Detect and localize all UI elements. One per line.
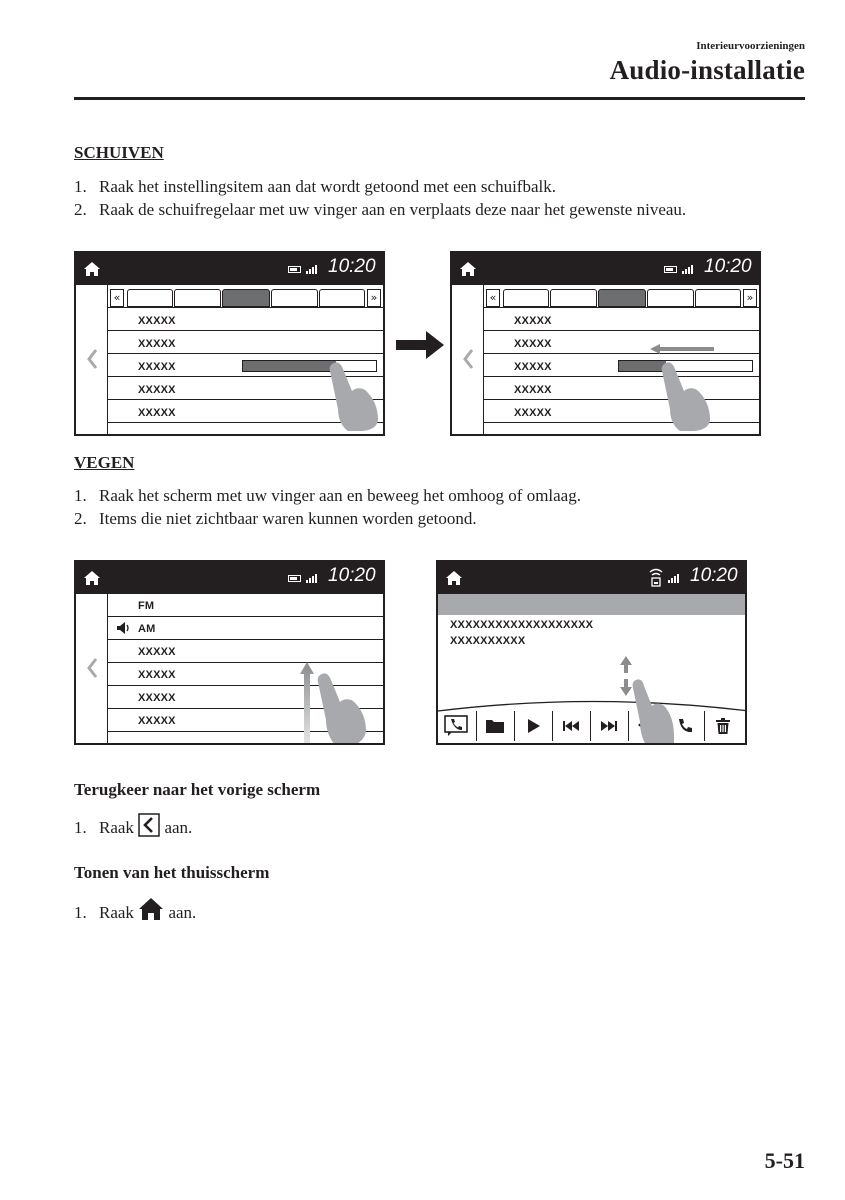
home-section-heading: Tonen van het thuisscherm	[74, 863, 270, 882]
tab-4[interactable]	[647, 289, 694, 307]
back-chevron-icon[interactable]	[86, 657, 98, 679]
trash-icon	[716, 718, 730, 734]
step-text: Raak de schuifregelaar met uw vinger aan en verplaats deze naar het gewenste niveau.	[99, 200, 687, 219]
swipe-up-arrow-icon	[300, 662, 314, 745]
list-item[interactable]: XXXXX	[138, 715, 176, 727]
list-item[interactable]: XXXXX	[514, 361, 552, 373]
step-text-before: Raak	[99, 903, 134, 922]
list-item[interactable]: XXXXX	[514, 384, 552, 396]
list-item[interactable]: XXXXX	[514, 338, 552, 350]
list-item[interactable]: XXXXX	[138, 669, 176, 681]
status-bar	[76, 253, 383, 285]
step-number: 1.	[74, 177, 87, 196]
play-icon	[526, 719, 540, 733]
battery-icon	[288, 266, 301, 273]
divider	[483, 353, 759, 354]
list-item[interactable]: XXXXX	[138, 407, 176, 419]
step-number: 1.	[74, 486, 87, 505]
step-text: Items die niet zichtbaar waren kunnen worden getoond.	[99, 509, 477, 528]
scroll-right-button[interactable]: »	[367, 289, 381, 307]
home-icon[interactable]	[83, 570, 101, 586]
battery-icon	[288, 575, 301, 582]
clock: 10:20	[690, 565, 738, 586]
step-number: 2.	[74, 200, 87, 219]
arrow-right-icon	[396, 331, 444, 359]
tab-4[interactable]	[271, 289, 318, 307]
wireless-phone-icon	[648, 567, 664, 587]
play-button[interactable]	[514, 711, 551, 741]
page-title: Audio-installatie	[609, 55, 805, 85]
clock: 10:20	[704, 256, 752, 277]
divider	[107, 307, 383, 308]
folder-icon	[485, 718, 505, 734]
step-text-before: Raak	[99, 818, 134, 837]
finger-icon	[314, 672, 374, 745]
tab-1[interactable]	[503, 289, 549, 307]
back-column[interactable]	[76, 594, 108, 743]
step-text-after: aan.	[168, 903, 197, 922]
home-icon[interactable]	[445, 570, 463, 586]
control-bar	[438, 707, 745, 743]
folder-button[interactable]	[476, 711, 513, 741]
back-section-heading: Terugkeer naar het vorige scherm	[74, 780, 321, 799]
signal-icon	[668, 574, 682, 583]
call-message-button[interactable]	[438, 711, 474, 741]
status-bar	[438, 562, 745, 594]
message-line-2: XXXXXXXXXX	[450, 635, 526, 647]
list-item[interactable]: XXXXX	[138, 361, 176, 373]
back-chevron-icon[interactable]	[462, 348, 474, 370]
list-item[interactable]: XXXXX	[138, 315, 176, 327]
tab-5[interactable]	[695, 289, 741, 307]
status-bar	[452, 253, 759, 285]
previous-track-button[interactable]	[552, 711, 589, 741]
swipe-message-screen	[436, 560, 747, 745]
list-item[interactable]: XXXXX	[138, 692, 176, 704]
header-rule	[74, 97, 805, 100]
finger-icon	[326, 361, 385, 431]
swipe-list-screen	[74, 560, 385, 745]
step-number: 1.	[74, 903, 87, 922]
message-line-1: XXXXXXXXXXXXXXXXXXX	[450, 619, 594, 631]
divider	[107, 616, 383, 617]
list-item[interactable]: XXXXX	[138, 646, 176, 658]
finger-icon	[630, 678, 680, 745]
list-item[interactable]: XXXXX	[138, 384, 176, 396]
scroll-left-button[interactable]: «	[486, 289, 500, 307]
back-section-step	[74, 813, 192, 839]
status-bar	[76, 562, 383, 594]
back-chevron-icon	[138, 813, 160, 837]
finger-icon	[658, 361, 718, 431]
step-number: 2.	[74, 509, 87, 528]
clock: 10:20	[328, 256, 376, 277]
slider-screen-after	[450, 251, 761, 436]
home-icon[interactable]	[83, 261, 101, 277]
signal-icon	[682, 265, 696, 274]
message-header-band	[438, 594, 745, 615]
slider-fill	[243, 361, 336, 371]
divider	[107, 662, 383, 663]
speaker-icon	[116, 622, 130, 634]
tab-2[interactable]	[174, 289, 221, 307]
schuiven-step-1	[74, 176, 556, 198]
scroll-left-button[interactable]: «	[110, 289, 124, 307]
tab-3-selected[interactable]	[222, 289, 270, 307]
drag-left-arrow-icon	[650, 344, 714, 354]
delete-button[interactable]	[704, 711, 741, 741]
step-text: Raak het scherm met uw vinger aan en beweeg het omhoog of omlaag.	[99, 486, 581, 505]
vegen-heading: VEGEN	[74, 453, 135, 472]
radio-item-am[interactable]: AM	[138, 623, 156, 635]
home-section-step	[74, 897, 196, 924]
schuiven-heading: SCHUIVEN	[74, 143, 164, 162]
home-icon	[138, 897, 164, 921]
page-number: 5-51	[764, 1148, 805, 1173]
next-track-button[interactable]	[590, 711, 627, 741]
signal-icon	[306, 574, 320, 583]
slider-screen-before	[74, 251, 385, 436]
step-text: Raak het instellingsitem aan dat wordt getoond met een schuifbalk.	[99, 177, 556, 196]
tab-2[interactable]	[550, 289, 597, 307]
phone-message-icon	[444, 715, 468, 737]
divider	[107, 330, 383, 331]
vegen-step-2	[74, 508, 477, 530]
list-item[interactable]: XXXXX	[514, 407, 552, 419]
clock: 10:20	[328, 565, 376, 586]
tab-5[interactable]	[319, 289, 365, 307]
back-chevron-icon[interactable]	[86, 348, 98, 370]
divider	[483, 307, 759, 308]
divider	[107, 639, 383, 640]
divider	[107, 353, 383, 354]
signal-icon	[306, 265, 320, 274]
scroll-right-button[interactable]: »	[743, 289, 757, 307]
tab-1[interactable]	[127, 289, 173, 307]
battery-icon	[664, 266, 677, 273]
skip-forward-icon	[601, 721, 617, 731]
step-number: 1.	[74, 818, 87, 837]
list-item[interactable]: XXXXX	[138, 338, 176, 350]
back-column[interactable]	[76, 285, 108, 434]
radio-item-fm[interactable]: FM	[138, 600, 155, 612]
schuiven-step-2	[74, 199, 686, 221]
tab-3-selected[interactable]	[598, 289, 646, 307]
vegen-step-1	[74, 485, 581, 507]
back-column[interactable]	[452, 285, 484, 434]
skip-back-icon	[563, 721, 579, 731]
list-item[interactable]: XXXXX	[514, 315, 552, 327]
divider	[483, 330, 759, 331]
home-icon[interactable]	[459, 261, 477, 277]
header-section-label: Interieurvoorzieningen	[696, 40, 805, 52]
step-text-after: aan.	[164, 818, 193, 837]
